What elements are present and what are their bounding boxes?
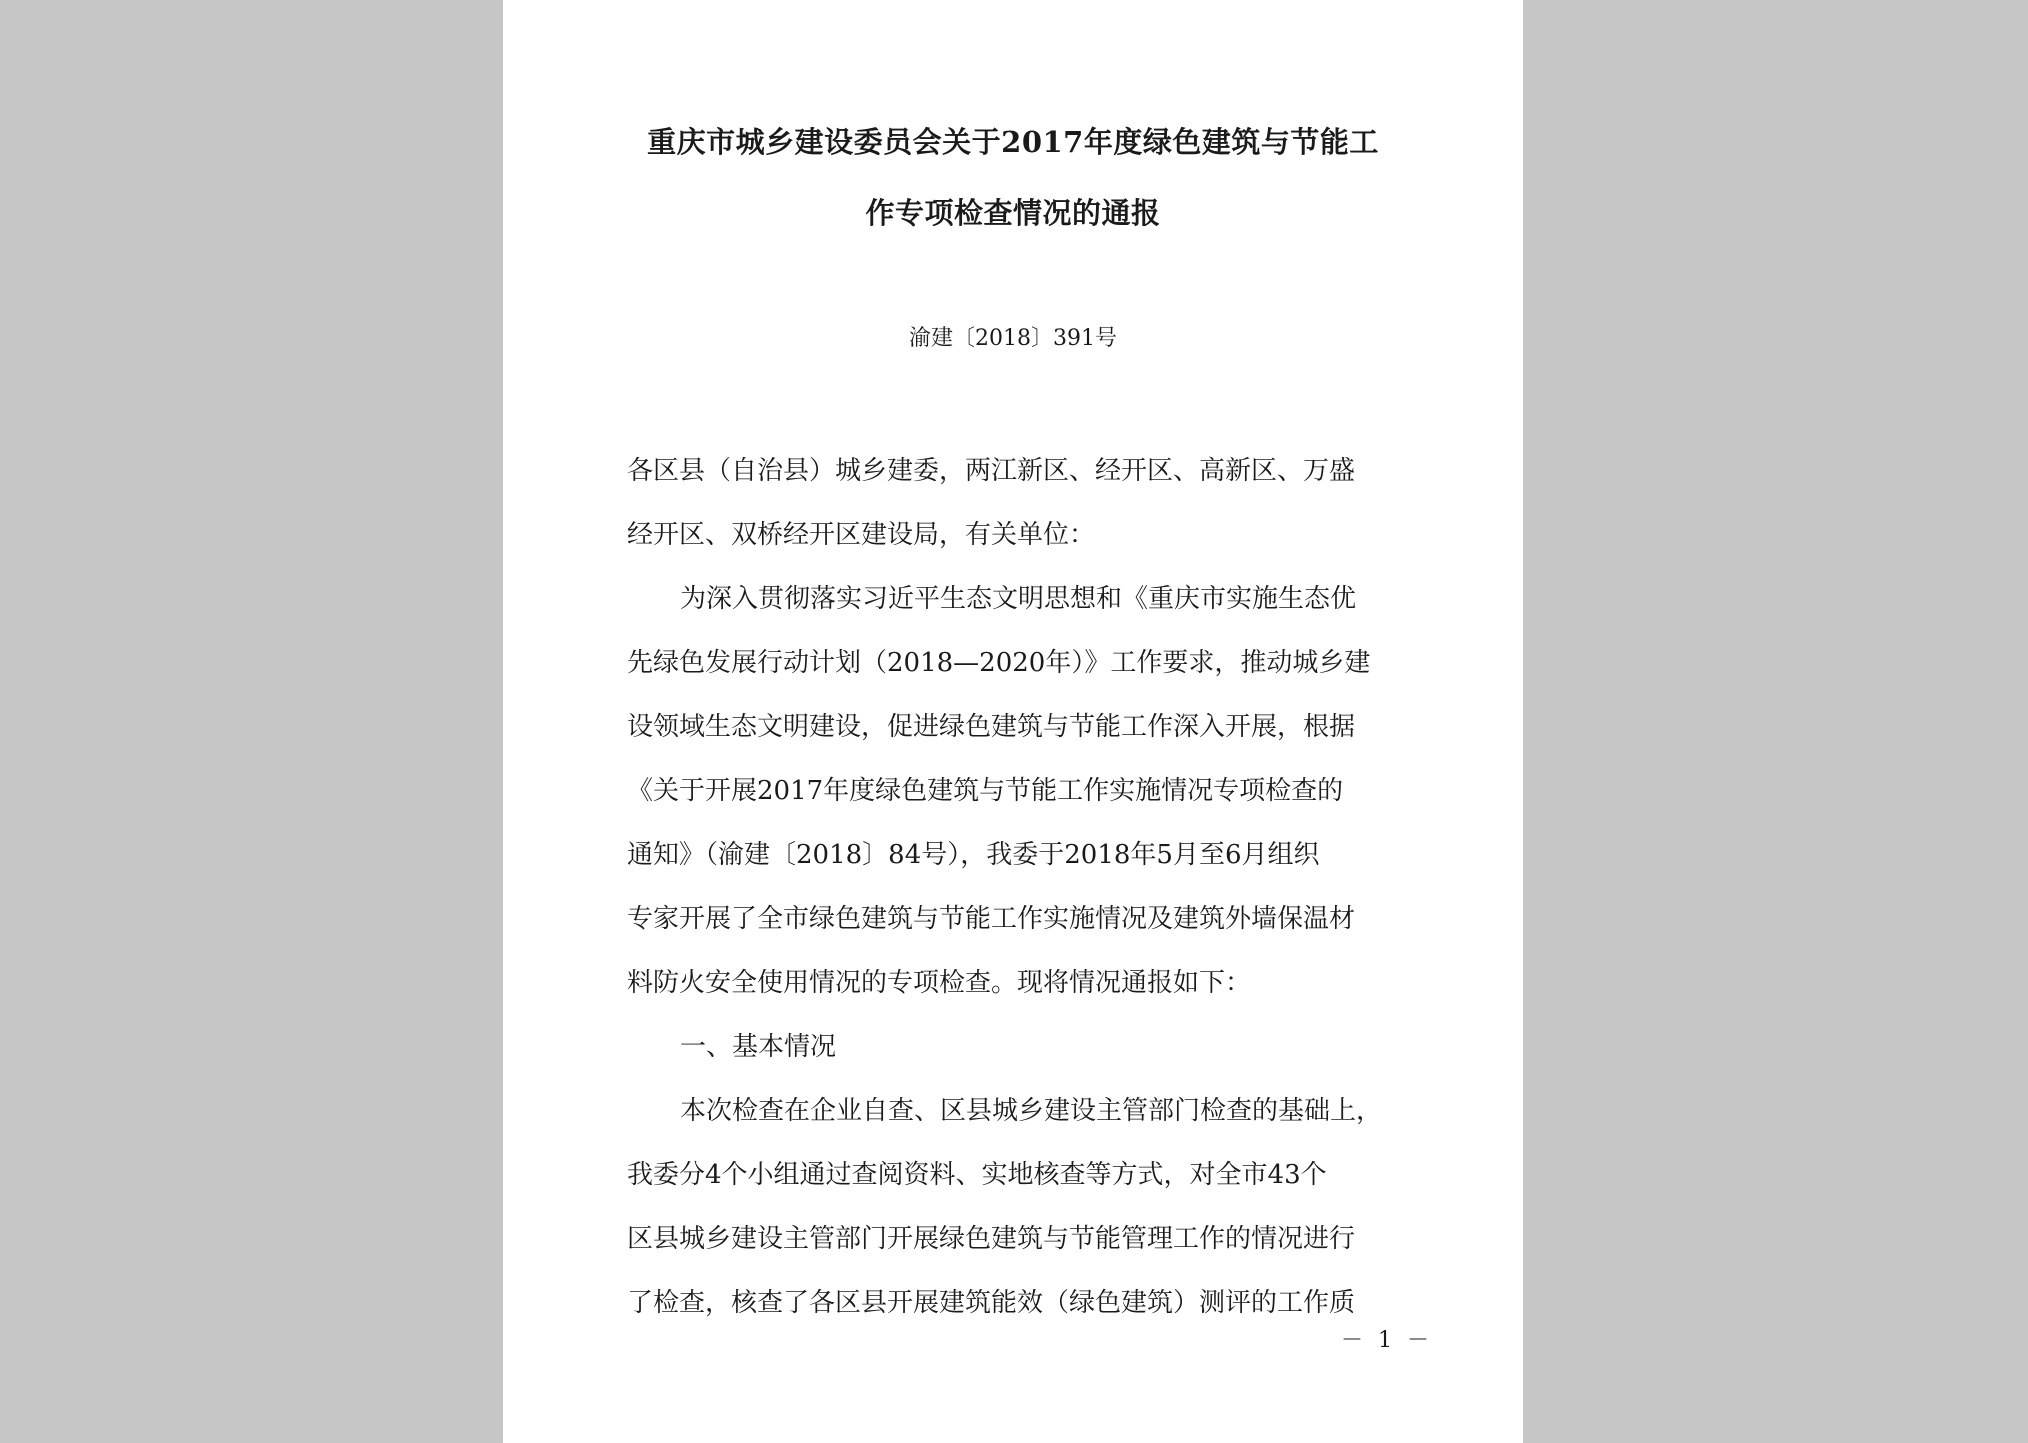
document-page	[503, 0, 1523, 1443]
body-line: 经开区、双桥经开区建设局，有关单位：	[627, 520, 1096, 550]
body-line: 各区县（自治县）城乡建委，两江新区、经开区、高新区、万盛	[627, 456, 1356, 486]
body-line: 我委分4个小组通过查阅资料、实地核查等方式，对全市43个	[627, 1160, 1327, 1190]
section-heading: 一、基本情况	[680, 1032, 837, 1062]
body-line: 先绿色发展行动计划（2018—2020年）》工作要求，推动城乡建	[627, 648, 1371, 678]
body-line: 本次检查在企业自查、区县城乡建设主管部门检查的基础上，	[680, 1096, 1383, 1126]
body-line: 料防火安全使用情况的专项检查。现将情况通报如下：	[627, 968, 1252, 998]
document-title-line-2: 作专项检查情况的通报	[865, 196, 1161, 230]
document-title-line-1: 重庆市城乡建设委员会关于2017年度绿色建筑与节能工	[647, 125, 1379, 159]
body-line: 区县城乡建设主管部门开展绿色建筑与节能管理工作的情况进行	[627, 1224, 1356, 1254]
body-line: 专家开展了全市绿色建筑与节能工作实施情况及建筑外墙保温材	[627, 904, 1356, 934]
document-number: 渝建〔2018〕391号	[909, 326, 1117, 351]
page-number: － 1 －	[1341, 1328, 1433, 1353]
body-line: 《关于开展2017年度绿色建筑与节能工作实施情况专项检查的	[627, 776, 1344, 806]
body-line: 为深入贯彻落实习近平生态文明思想和《重庆市实施生态优	[680, 584, 1357, 614]
body-line: 通知》（渝建〔2018〕84号），我委于2018年5月至6月组织	[627, 840, 1320, 870]
body-line: 了检查，核查了各区县开展建筑能效（绿色建筑）测评的工作质	[627, 1288, 1356, 1318]
body-line: 设领域生态文明建设，促进绿色建筑与节能工作深入开展，根据	[627, 712, 1356, 742]
